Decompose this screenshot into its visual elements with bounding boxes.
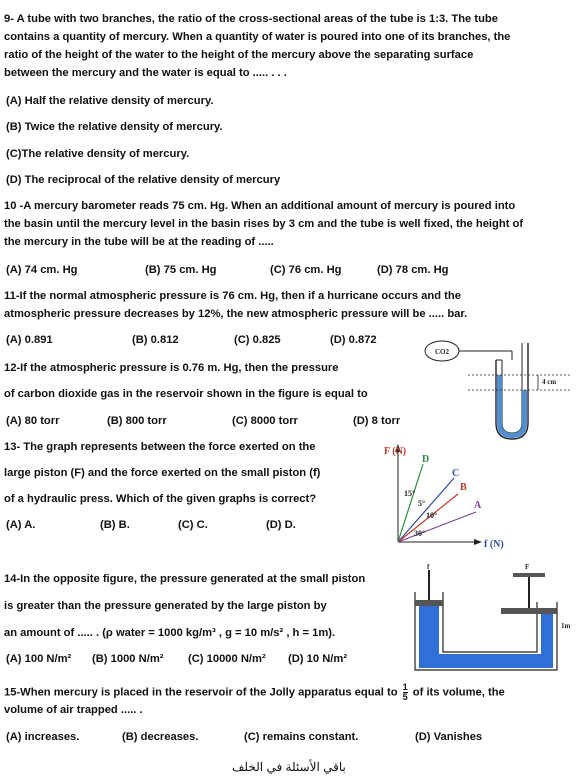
fraction-numerator: 1 xyxy=(402,682,408,692)
line-label-a: A xyxy=(474,500,482,511)
q13-option-d[interactable]: (D) D. xyxy=(266,519,296,531)
line-label-c: C xyxy=(452,468,460,479)
q12-option-d[interactable]: (D) 8 torr xyxy=(353,415,401,427)
line-label-b: B xyxy=(460,482,467,493)
fraction-denominator: 5 xyxy=(402,692,408,702)
q10-text-line-3: the mercury in the tube will be at the reading of ..... xyxy=(4,236,274,248)
q9-text-line-1: 9- A tube with two branches, the ratio of the cross-sectional areas of the tube is 1:3. The tube xyxy=(4,13,498,25)
q14-option-d[interactable]: (D) 10 N/m² xyxy=(288,653,348,665)
q9-option-b[interactable]: (B) Twice the relative density of mercury. xyxy=(6,121,223,133)
q15-text-line-1 xyxy=(4,683,505,702)
graph-line-c xyxy=(398,478,454,542)
q10-option-a[interactable]: (A) 74 cm. Hg xyxy=(6,264,78,276)
line-label-d: D xyxy=(422,454,430,465)
q10-option-c[interactable]: (C) 76 cm. Hg xyxy=(270,264,342,276)
x-axis-label: f (N) xyxy=(484,539,504,550)
q11-option-d[interactable]: (D) 0.872 xyxy=(330,334,377,346)
force-graph-figure xyxy=(368,438,528,558)
q9-option-c[interactable]: (C)The relative density of mercury. xyxy=(6,148,190,160)
q9-text-line-2: contains a quantity of mercury. When a quantity of water is poured into one of its branches, the xyxy=(4,31,511,43)
q14-option-b[interactable]: (B) 1000 N/m² xyxy=(92,653,164,665)
large-force-label: F xyxy=(525,563,530,571)
q15-option-c[interactable]: (C) remains constant. xyxy=(244,731,359,743)
y-axis-label: F (N) xyxy=(384,446,407,457)
q10-option-d[interactable]: (D) 78 cm. Hg xyxy=(377,264,449,276)
q9-text-line-4: between the mercury and the water is equal to ..... . . . xyxy=(4,67,287,79)
q15-text-end: of its volume, the xyxy=(412,686,505,699)
q14-option-c[interactable]: (C) 10000 N/m² xyxy=(188,653,266,665)
q12-text-line-2: of carbon dioxide gas in the reservoir shown in the figure is equal to xyxy=(4,388,368,400)
q13-text-line-2: large piston (F) and the force exerted on the small piston (f) xyxy=(4,467,321,479)
large-piston xyxy=(501,608,557,614)
q13-option-b[interactable]: (B) B. xyxy=(100,519,130,531)
q11-option-a[interactable]: (A) 0.891 xyxy=(6,334,53,346)
q12-option-c[interactable]: (C) 8000 torr xyxy=(232,415,298,427)
height-label: 4 cm xyxy=(542,378,557,386)
q14-text-line-2: is greater than the pressure generated by the large piston by xyxy=(4,600,327,612)
q11-text-line-2: atmospheric pressure decreases by 12%, the new atmospheric pressure will be ..... bar. xyxy=(4,308,468,320)
angle-label-2: 5° xyxy=(418,499,426,508)
q11-option-c[interactable]: (C) 0.825 xyxy=(234,334,281,346)
co2-manometer-figure xyxy=(420,335,580,447)
q14-text-line-3: an amount of ..... . (ρ water = 1000 kg/m³ , g = 10 m/s² , h = 1m). xyxy=(4,627,336,639)
footer-note: باقي الأسئلة في الخلف xyxy=(232,760,346,774)
q13-option-a[interactable]: (A) A. xyxy=(6,519,36,531)
q12-text-line-1: 12-If the atmospheric pressure is 0.76 m. Hg, then the pressure xyxy=(4,362,339,374)
water-fluid xyxy=(419,606,553,668)
q10-text-line-2: the basin until the mercury level in the basin rises by 3 cm and the tube is well fixed, the height of xyxy=(4,218,524,230)
q12-option-a[interactable]: (A) 80 torr xyxy=(6,415,60,427)
q10-text-line-1: 10 -A mercury barometer reads 75 cm. Hg. When an additional amount of mercury is poured into xyxy=(4,200,516,212)
q9-text-line-3: ratio of the height of the water to the height of the mercury above the separating surface xyxy=(4,49,474,61)
co2-label: CO2 xyxy=(435,348,449,356)
height-label: 1m xyxy=(561,622,571,630)
q13-text-line-1: 13- The graph represents between the force exerted on the xyxy=(4,441,316,453)
angle-label-1: 15° xyxy=(404,489,416,498)
q11-text-line-1: 11-If the normal atmospheric pressure is 76 cm. Hg, then if a hurricane occurs and the xyxy=(4,290,461,302)
angle-label-3: 10° xyxy=(426,511,438,520)
q9-option-a[interactable]: (A) Half the relative density of mercury. xyxy=(6,95,214,107)
q15-option-a[interactable]: (A) increases. xyxy=(6,731,80,743)
q15-option-b[interactable]: (B) decreases. xyxy=(122,731,199,743)
q15-text-line-2: volume of air trapped ..... . xyxy=(4,704,143,716)
hydraulic-press-figure xyxy=(405,562,575,674)
angle-label-4: 30° xyxy=(414,529,426,538)
q9-option-d[interactable]: (D) The reciprocal of the relative density of mercury xyxy=(6,174,281,186)
q15-option-d[interactable]: (D) Vanishes xyxy=(415,731,483,743)
small-piston xyxy=(415,600,443,606)
q10-option-b[interactable]: (B) 75 cm. Hg xyxy=(145,264,217,276)
q14-text-line-1: 14-In the opposite figure, the pressure generated at the small piston xyxy=(4,573,366,585)
q12-option-b[interactable]: (B) 800 torr xyxy=(107,415,167,427)
q14-option-a[interactable]: (A) 100 N/m² xyxy=(6,653,72,665)
q15-text-start: 15-When mercury is placed in the reservoir of the Jolly apparatus equal to xyxy=(4,686,398,699)
small-force-label: f xyxy=(427,563,430,571)
q13-option-c[interactable]: (C) C. xyxy=(178,519,208,531)
q13-text-line-3: of a hydraulic press. Which of the given graphs is correct? xyxy=(4,493,317,505)
q11-option-b[interactable]: (B) 0.812 xyxy=(132,334,179,346)
